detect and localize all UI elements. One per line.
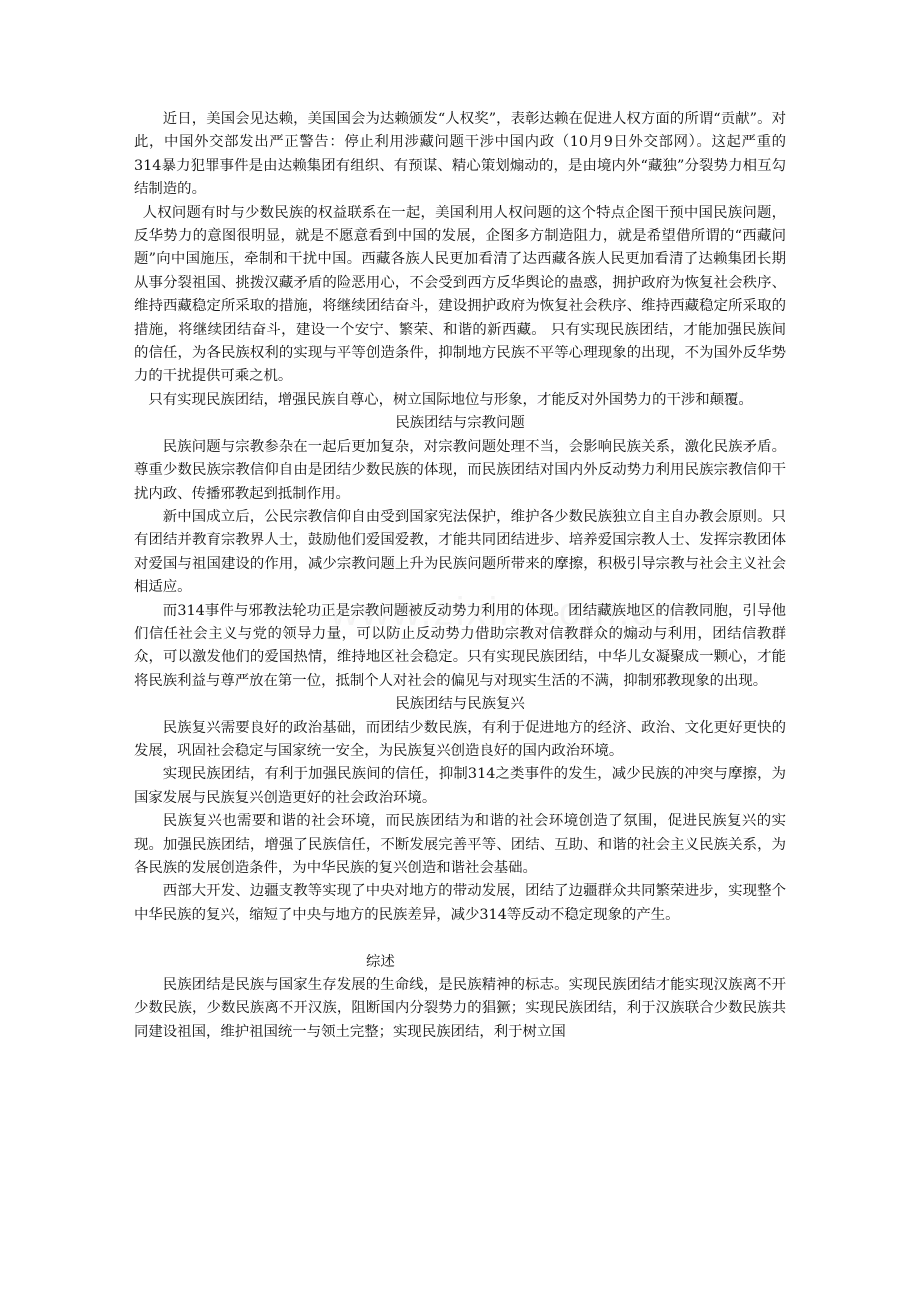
paragraph-human-rights: 人权问题有时与少数民族的权益联系在一起，美国利用人权问题的这个特点企图干预中国民族问题，反华势力的意图很明显，就是不愿意看到中国的发展，企图多方制造阻力，就是希望借所谓的“西藏问题”向中国施压，牵制和干扰中国。西藏各族人民更加看清了达西藏各族人民更加看清了达赖集团长期从事分裂祖国、挑拨汉藏矛盾的险恶用心，不会受到西方反华舆论的蛊惑，拥护政府为恢复社会秩序、维持西藏稳定所采取的措施，将继续团结奋斗，建设拥护政府为恢复社会秩序、维持西藏稳定所采取的措施，将继续团结奋斗，建设一个安宁、繁荣、和谐的新西藏。 只有实现民族团结，才能加强民族间的信任，为各民族权利的实现与平等创造条件，抑制地方民族不平等心理现象的出现，不为国外反华势力的干扰提供可乘之机。 [134, 204, 786, 385]
paragraph-revival-2: 实现民族团结，有利于加强民族间的信任，抑制314之类事件的发生，减少民族的冲突与摩擦，为国家发展与民族复兴创造更好的社会政治环境。 [134, 766, 786, 806]
section-heading-revival: 民族团结与民族复兴 [395, 696, 525, 713]
paragraph-intro: 近日，美国会见达赖，美国国会为达赖颁发“人权奖”，表彰达赖在促进人权方面的所谓“贡献”。对此，中国外交部发出严正警告：停止利用涉藏问题干涉中国内政（10月9日外交部网）。这起严重的314暴力犯罪事件是由达赖集团有组织、有预谋、精心策划煽动的，是由境内外“藏独”分裂势力相互勾结制造的。 [134, 111, 786, 198]
paragraph-religion-1: 民族问题与宗教参杂在一起后更加复杂，对宗教问题处理不当，会影响民族关系，激化民族矛盾。尊重少数民族宗教信仰自由是团结少数民族的体现，而民族团结对国内外反动势力利用民族宗教信仰干扰内政、传播邪教起到抵制作用。 [134, 438, 786, 502]
section-heading-summary: 综述 [366, 953, 395, 970]
paragraph-revival-3: 民族复兴也需要和谐的社会环境，而民族团结为和谐的社会环境创造了氛围，促进民族复兴的实现。加强民族团结，增强了民族信任，不断发展完善平等、团结、互助、和谐的社会主义民族关系，为各民族的发展创造条件，为中华民族的复兴创造和谐社会基础。 [134, 813, 786, 876]
paragraph-summary: 民族团结是民族与国家生存发展的生命线，是民族精神的标志。实现民族团结才能实现汉族离不开少数民族，少数民族离不开汉族，阻断国内分裂势力的猖獗；实现民族团结，利于汉族联合少数民族共同建设祖国，维护祖国统一与领土完整；实现民族团结，利于树立国 [134, 977, 786, 1040]
paragraph-religion-3: 而314事件与邪教法轮功正是宗教问题被反动势力利用的体现。团结藏族地区的信教同胞，引导他们信任社会主义与党的领导力量，可以防止反动势力借助宗教对信教群众的煽动与利用，团结信教群众，可以激发他们的爱国热情，维持地区社会稳定。只有实现民族团结，中华儿女凝聚成一颗心，才能将民族利益与尊严放在第一位，抵制个人对社会的偏见与对现实生活的不满，抑制邪教现象的出现。 [134, 602, 786, 689]
blank-line [134, 927, 786, 950]
section-heading-religion: 民族团结与宗教问题 [395, 415, 525, 432]
paragraph-revival-4: 西部大开发、边疆支教等实现了中央对地方的带动发展，团结了边疆群众共同繁荣进步，实现整个中华民族的复兴，缩短了中央与地方的民族差异，减少314等反动不稳定现象的产生。 [134, 883, 786, 923]
document-body [134, 108, 786, 1044]
paragraph-revival-1: 民族复兴需要良好的政治基础，而团结少数民族，有利于促进地方的经济、政治、文化更好更快的发展，巩固社会稳定与国家统一安全，为民族复兴创造良好的国内政治环境。 [134, 719, 786, 759]
paragraph-unity-dignity: 只有实现民族团结，增强民族自尊心，树立国际地位与形象，才能反对外国势力的干涉和颠覆。 [148, 391, 753, 408]
paragraph-religion-2: 新中国成立后，公民宗教信仰自由受到国家宪法保护，维护各少数民族独立自主自办教会原则。只有团结并教育宗教界人士，鼓励他们爱国爱教，才能共同团结进步、培养爱国宗教人士、发挥宗教团体对爱国与祖国建设的作用，减少宗教问题上升为民族问题所带来的摩擦，积极引导宗教与社会主义社会相适应。 [134, 508, 786, 596]
